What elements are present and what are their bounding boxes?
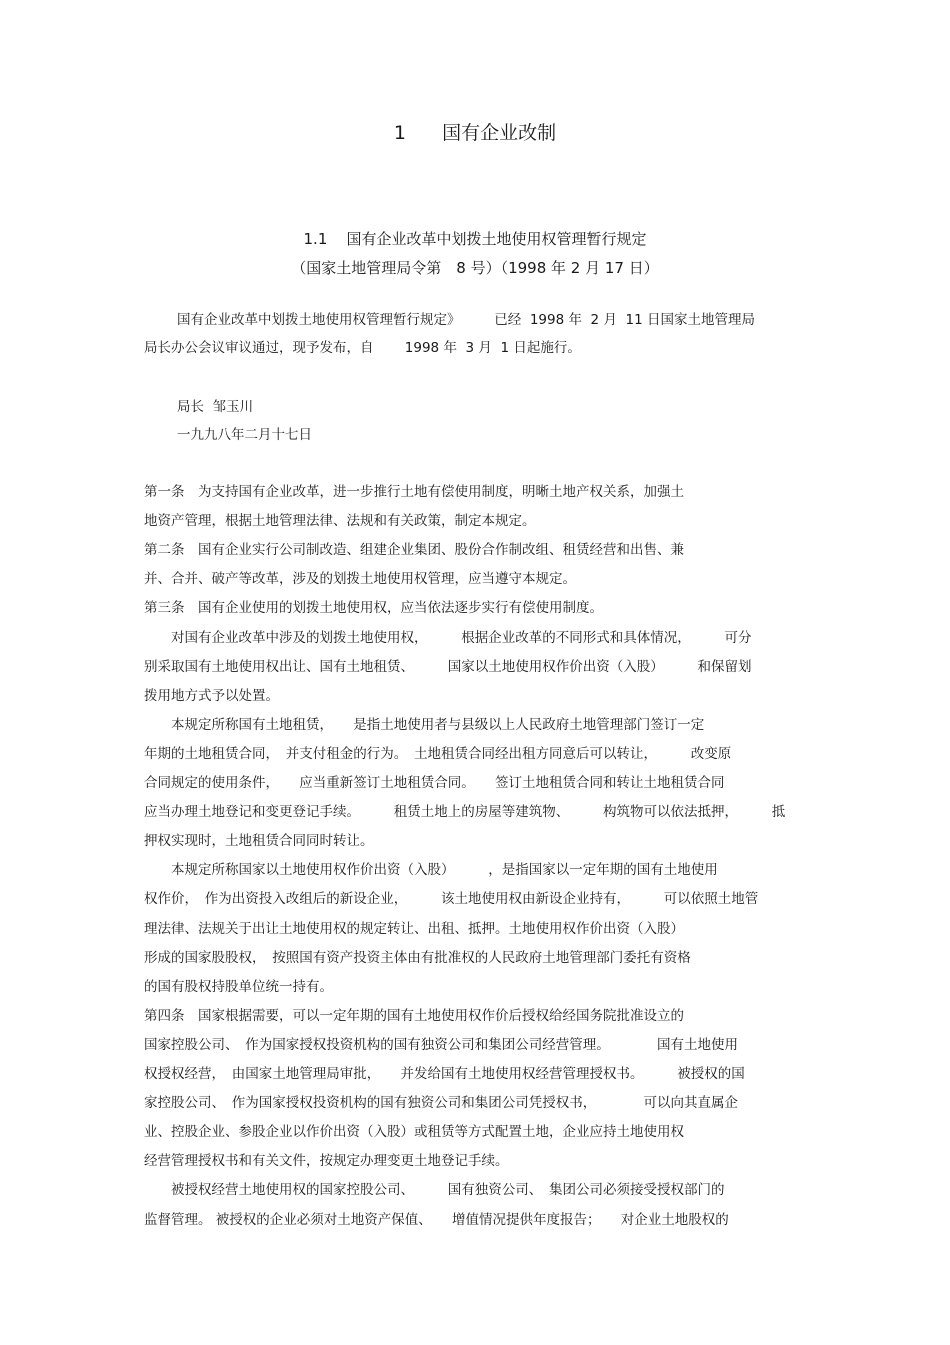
- body-line: 应当办理土地登记和变更登记手续。 租赁土地上的房屋等建筑物、 构筑物可以依法抵押， 抵: [144, 804, 786, 820]
- body-line: 监督管理。 被授权的企业必须对土地资产保值、 增值情况提供年度报告； 对企业土地股权的: [144, 1212, 729, 1228]
- body-line: 国家控股公司、 作为国家授权投资机构的国有独资公司和集团公司经营管理。 国有土地使用: [144, 1037, 738, 1053]
- body-line: 第二条 国有企业实行公司制改造、组建企业集团、股份合作制改组、租赁经营和出售、兼: [144, 542, 684, 558]
- body-line: 业、控股企业、参股企业以作价出资（入股）或租赁等方式配置土地，企业应持土地使用权: [144, 1124, 684, 1140]
- preamble-line-2: 局长办公会议审议通过，现予发布，自 1998 年 3 月 1 日起施行。: [144, 340, 581, 356]
- preamble-line-1: 国有企业改革中划拨土地使用权管理暂行规定》 已经 1998 年 2 月 11 日国家土地管理局: [177, 312, 755, 328]
- body-line: 理法律、法规关于出让土地使用权的规定转让、出租、抵押。土地使用权作价出资（入股）: [144, 921, 684, 937]
- body-line: 经营管理授权书和有关文件，按规定办理变更土地登记手续。: [144, 1153, 509, 1169]
- body-line: 权作价， 作为出资投入改组后的新设企业， 该土地使用权由新设企业持有， 可以依照土地管: [144, 891, 759, 907]
- signature-title-name: 局长 邹玉川: [177, 399, 254, 415]
- body-line: 拨用地方式予以处置。: [144, 688, 279, 704]
- body-line: 被授权经营土地使用权的国家控股公司、 国有独资公司、 集团公司必须接受授权部门的: [144, 1182, 725, 1198]
- body-line: 别采取国有土地使用权出让、国有土地租赁、 国家以土地使用权作价出资（入股） 和保留划: [144, 659, 752, 675]
- body-line: 家控股公司、 作为国家授权投资机构的国有独资公司和集团公司凭授权书， 可以向其直属企: [144, 1095, 738, 1111]
- body-line: 地资产管理，根据土地管理法律、法规和有关政策，制定本规定。: [144, 513, 536, 529]
- body-line: 合同规定的使用条件， 应当重新签订土地租赁合同。 签订土地租赁合同和转让土地租赁合同: [144, 775, 725, 791]
- body-line: 对国有企业改革中涉及的划拨土地使用权， 根据企业改革的不同形式和具体情况， 可分: [144, 630, 752, 646]
- body-line: 第四条 国家根据需要，可以一定年期的国有土地使用权作价后授权给经国务院批准设立的: [144, 1008, 684, 1024]
- body-line: 本规定所称国有土地租赁， 是指土地使用者与县级以上人民政府土地管理部门签订一定: [144, 717, 705, 733]
- section-title: 国有企业改革中划拨土地使用权管理暂行规定: [346, 230, 647, 248]
- section-subtitle: （国家土地管理局令第 8 号）（1998 年 2 月 17 日）: [291, 259, 659, 277]
- body-line: 的国有股权持股单位统一持有。: [144, 979, 333, 995]
- chapter-heading: [0, 120, 950, 146]
- body-line: 本规定所称国家以土地使用权作价出资（入股） ，是指国家以一定年期的国有土地使用: [144, 862, 718, 878]
- chapter-number: 1: [393, 122, 406, 144]
- body-line: 并、合并、破产等改革，涉及的划拨土地使用权管理，应当遵守本规定。: [144, 571, 576, 587]
- body-line: 押权实现时，土地租赁合同同时转让。: [144, 833, 374, 849]
- signature-date: 一九九八年二月十七日: [177, 427, 312, 443]
- body-line: 第三条 国有企业使用的划拨土地使用权，应当依法逐步实行有偿使用制度。: [144, 600, 603, 616]
- body-line: 权授权经营， 由国家土地管理局审批， 并发给国有土地使用权经营管理授权书。 被授权的国: [144, 1066, 745, 1082]
- chapter-title: 国有企业改制: [442, 122, 557, 144]
- body-line: 第一条 为支持国有企业改革，进一步推行土地有偿使用制度，明晰土地产权关系，加强土: [144, 484, 684, 500]
- body-line: 形成的国家股股权， 按照国有资产投资主体由有批准权的人民政府土地管理部门委托有资格: [144, 950, 691, 966]
- section-heading: [0, 228, 950, 250]
- body-line: 年期的土地租赁合同， 并支付租金的行为。 土地租赁合同经出租方同意后可以转让， 改变原: [144, 746, 732, 762]
- section-number: 1.1: [303, 230, 328, 248]
